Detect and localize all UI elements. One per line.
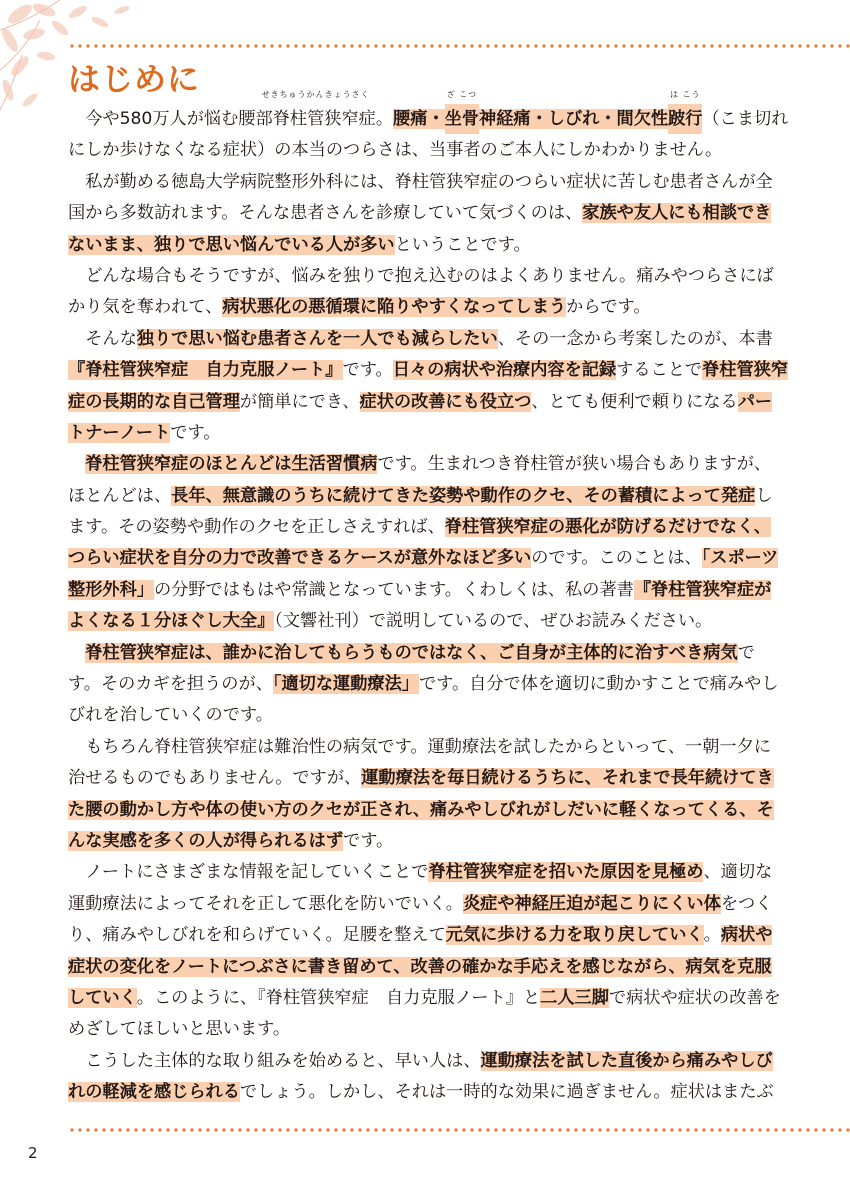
text-line	[68, 1014, 810, 1045]
text-run: ほとんどは、	[68, 485, 172, 506]
text-line	[68, 512, 810, 543]
text-run: ノートにさまざまな情報を記していくことで	[68, 862, 429, 883]
text-run: でしょう。しかし、それは一時的な効果に過ぎません。症状はまたぶ	[239, 1082, 774, 1103]
highlighted-text: 「スポーツ	[701, 548, 779, 569]
text-run: です。	[342, 360, 393, 381]
text-run: です。生まれつき脊柱管が狭い場合もありますが、	[377, 454, 772, 475]
highlighted-text: 独りで思い悩む患者さんを一人でも減らしたい	[136, 328, 498, 349]
text-line	[68, 857, 810, 888]
text-run: をつく	[720, 893, 773, 914]
highlighted-text: 脊柱管狭窄	[702, 360, 789, 381]
bottom-dotted-rule	[68, 1128, 850, 1132]
text-run: 、とても便利で頼りになる	[531, 391, 738, 412]
text-run: し	[755, 485, 773, 506]
text-line	[68, 135, 810, 166]
highlighted-text: よくなる１分ほぐし大全』	[68, 611, 275, 632]
text-line	[68, 606, 810, 637]
text-run: かり気を奪われて、	[68, 297, 223, 318]
top-dotted-rule	[68, 44, 850, 48]
highlighted-text: 脊柱管狭窄症のほとんどは生活習慣病	[85, 454, 378, 475]
text-run: の分野ではもはや常識となっています。くわしくは、私の著書	[153, 579, 634, 600]
text-run: めざしてほしいと思います。	[68, 1019, 291, 1040]
text-line	[68, 732, 810, 763]
text-line	[68, 889, 810, 920]
text-line	[68, 449, 810, 480]
text-run: 。このように、『脊柱管狭窄症 自力克服ノート』と	[136, 987, 541, 1008]
text-run: のです。このことは、	[531, 548, 702, 569]
text-line	[68, 700, 810, 731]
highlighted-text: 二人三脚	[540, 987, 609, 1008]
text-run: そんな	[68, 328, 137, 349]
text-line	[68, 543, 810, 574]
ruby-text	[261, 90, 370, 134]
text-run	[68, 454, 85, 474]
highlighted-text: んな実感を多くの人が得られるはず	[68, 830, 344, 851]
highlighted-text: 脊柱管狭窄症の悪化が防げるだけでなく、	[444, 517, 771, 538]
furigana: せきちゅうかんきょうさく	[261, 90, 370, 99]
text-run: こうした主体的な取り組みを始めると、早い人は、	[68, 1050, 481, 1071]
text-run: （こま切れ	[702, 109, 789, 129]
text-line	[68, 638, 810, 669]
highlighted-text: 家族や友人にも相談でき	[582, 203, 772, 224]
highlighted-text: 元気に歩ける力を取り戻していく	[445, 925, 704, 946]
body-text	[68, 90, 810, 1109]
highlighted-text: トナーノート	[68, 422, 171, 443]
text-line	[68, 795, 810, 826]
text-run: り、痛みやしびれを和らげていく。足腰を整えて	[68, 925, 446, 946]
highlighted-text: 運動療法を試した直後から痛みやしび	[480, 1050, 773, 1071]
text-line	[68, 418, 810, 449]
text-line	[68, 1077, 810, 1108]
text-run: 治せるものでもありません。ですが、	[68, 768, 362, 789]
text-run: 私が勤める徳島大学病院整形外科には、脊柱管狭窄症のつらい症状に苦しむ患者さんが全	[68, 171, 773, 192]
text-run	[68, 643, 85, 663]
text-run: もちろん脊柱管狭窄症は難治性の病気です。運動療法を試したからといって、一朝一夕に	[68, 736, 771, 757]
highlighted-text: 長年、無意識のうちに続けてきた姿勢や動作のクセ、その蓄積によって発症	[171, 485, 756, 506]
highlighted-text: 病状悪化の悪循環に陥りやすくなってしまう	[222, 297, 567, 318]
text-line	[68, 1046, 810, 1077]
text-run: 症。	[358, 109, 394, 129]
text-run: 運動療法によってそれを正して悪化を防いでいく。	[68, 893, 463, 914]
text-line	[68, 230, 810, 261]
text-run: で	[737, 642, 755, 663]
text-run: です。	[343, 830, 394, 851]
highlighted-text: た腰の動かし方や体の使い方のクセが正され、痛みやしびれがしだいに軽くなってくる、そ	[68, 799, 774, 820]
text-line	[68, 575, 810, 606]
text-line	[68, 261, 810, 292]
text-line	[68, 355, 810, 386]
text-run: ということです。	[394, 234, 531, 255]
text-run: です。自分で体を適切に動かすことで痛みやし	[418, 674, 779, 695]
text-run: 。	[703, 925, 721, 946]
text-line	[68, 826, 810, 857]
furigana: ざ こつ	[446, 90, 477, 99]
text-run: （文響社刊）で説明しているので、ぜひお読みください。	[274, 611, 713, 632]
highlighted-text: 病状や	[720, 925, 773, 946]
highlighted-text: つらい症状を自分の力で改善できるケースが意外なほど多い	[68, 548, 532, 569]
text-run: ます。その姿勢や動作のクセを正しさえすれば、	[68, 517, 445, 538]
text-run: することで	[616, 360, 703, 381]
highlighted-text: 脊柱管狭窄症は、誰かに治してもらうものではなく、ご自身が主体的に治すべき病気	[85, 642, 738, 663]
text-run: です。	[170, 422, 221, 443]
text-run: で病状や症状の改善を	[608, 987, 781, 1008]
highlighted-text: 日々の病状や治療内容を記録	[392, 360, 617, 381]
text-run: 、その一念から考案したのが、本書	[497, 328, 773, 349]
highlighted-text: れの軽減を感じられる	[68, 1082, 240, 1103]
highlighted-text: 運動療法を毎日続けるうちに、それまで長年続けてき	[361, 768, 774, 789]
text-line	[68, 167, 810, 198]
furigana: は こう	[669, 90, 701, 99]
text-line	[68, 90, 810, 135]
ruby-base: 脊柱管狭窄	[272, 109, 359, 129]
highlighted-text: 『脊柱管狭窄症 自力克服ノート』	[68, 360, 343, 381]
text-run: 、適切な	[703, 862, 773, 883]
text-line	[68, 983, 810, 1014]
highlighted-ruby-text	[668, 90, 703, 134]
highlighted-text: していく	[68, 987, 137, 1008]
text-run: が簡単にでき、	[239, 391, 360, 412]
highlighted-text: 炎症や神経圧迫が起こりにくい体	[462, 893, 721, 914]
text-line	[68, 669, 810, 700]
highlighted-text: 『脊柱管狭窄症が	[633, 579, 772, 600]
highlighted-text: 腰痛・	[393, 109, 445, 129]
highlighted-text: 症の長期的な自己管理	[68, 391, 240, 412]
text-run: にしか歩けなくなる症状）の本当のつらさは、当事者のご本人にしかわかりません。	[68, 140, 723, 161]
text-line	[68, 763, 810, 794]
highlighted-text: 整形外科」	[68, 579, 154, 600]
text-run: す。そのカギを担うのが、	[68, 674, 273, 695]
ruby-base: 跛行	[668, 109, 703, 129]
text-line	[68, 292, 810, 323]
highlighted-text: 症状の変化をノートにつぶさに書き留めて、改善の確かな手応えを感じながら、病気を克服	[68, 956, 772, 977]
text-line	[68, 920, 810, 951]
highlighted-text: ないまま、独りで思い悩んでいる人が多い	[68, 234, 395, 255]
page-title: はじめに	[68, 60, 201, 98]
text-line	[68, 952, 810, 983]
text-line	[68, 387, 810, 418]
highlighted-text: 脊柱管狭窄症を招いた原因を見極め	[428, 862, 704, 883]
text-line	[68, 481, 810, 512]
text-run: からです。	[566, 297, 651, 318]
text-run: どんな場合もそうですが、悩みを独りで抱え込むのはよくありません。痛みやつらさにば	[68, 265, 774, 286]
text-run: 国から多数訪れます。そんな患者さんを診療していて気づくのは、	[68, 203, 583, 224]
highlighted-text: 症状の改善にも役立つ	[359, 391, 532, 412]
text-line	[68, 198, 810, 229]
text-run: 今や580万人が悩む腰部	[68, 109, 273, 129]
page-number: 2	[28, 1144, 38, 1162]
highlighted-ruby-text	[444, 90, 479, 134]
ruby-base: 坐骨	[444, 109, 479, 129]
text-line	[68, 324, 810, 355]
highlighted-text: パー	[737, 391, 773, 412]
highlighted-text: 神経痛・しびれ・間欠性	[479, 109, 669, 129]
highlighted-text: 「適切な運動療法」	[272, 674, 419, 695]
text-run: びれを治していくのです。	[68, 705, 273, 726]
